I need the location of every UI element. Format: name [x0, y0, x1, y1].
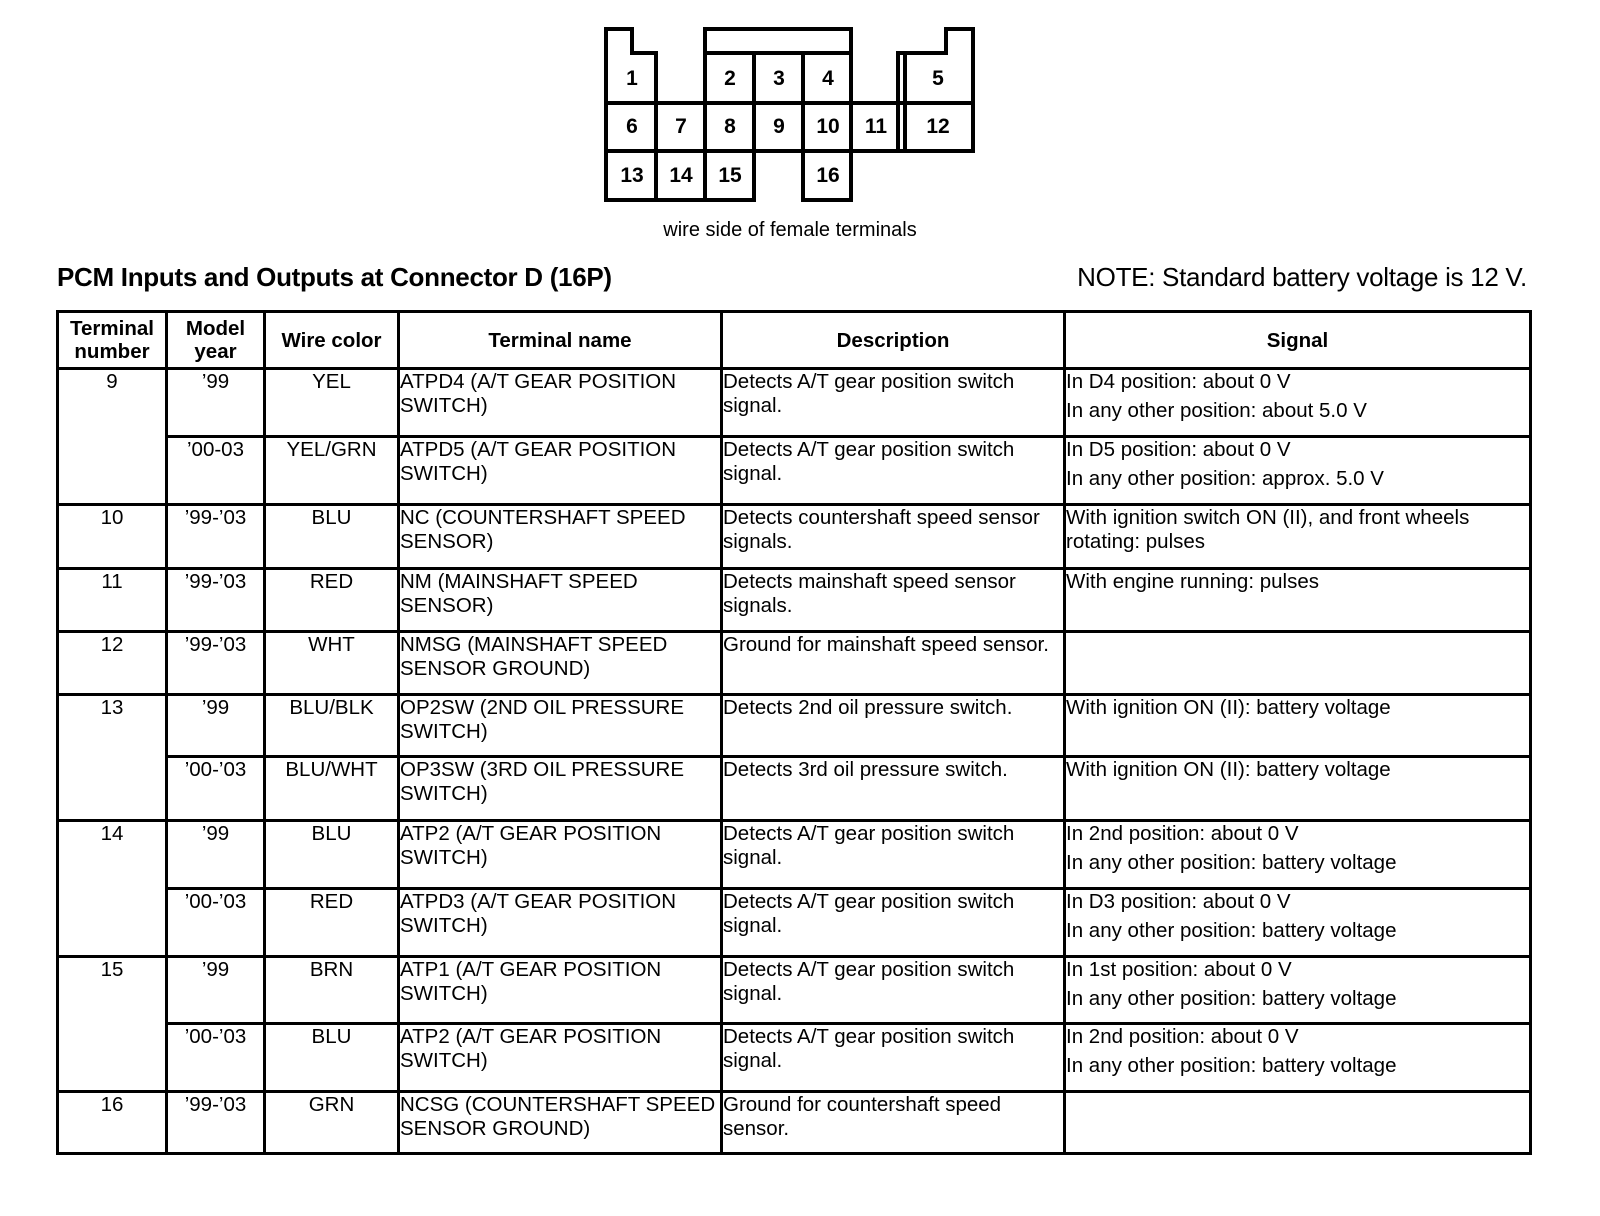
connector-caption: wire side of female terminals	[663, 219, 917, 241]
table-row	[58, 1092, 1531, 1154]
wire-color-cell: BRN	[265, 957, 399, 1024]
pin-8-label: 8	[724, 115, 736, 138]
wire-color-cell: BLU	[265, 1024, 399, 1092]
model-year-cell: ’99	[167, 695, 265, 757]
description-cell: Detects A/T gear position switch signal.	[722, 1024, 1065, 1092]
pin-6-label: 6	[626, 115, 638, 138]
model-year-cell: ’99-’03	[167, 569, 265, 632]
terminal-name-cell: ATPD5 (A/T GEAR POSITION SWITCH)	[399, 437, 722, 505]
signal-cell	[1065, 505, 1531, 569]
terminal-number-cell: 11	[58, 569, 167, 632]
pin-1-label: 1	[626, 67, 638, 90]
model-year-cell: ’00-’03	[167, 1024, 265, 1092]
description-cell: Detects mainshaft speed sensor signals.	[722, 569, 1065, 632]
header-terminal-name: Terminal name	[399, 312, 722, 369]
terminal-name-cell: ATP2 (A/T GEAR POSITION SWITCH)	[399, 821, 722, 889]
pin-10-label: 10	[816, 115, 840, 138]
signal-line: In D5 position: about 0 V	[1066, 438, 1291, 461]
pin-13-label: 13	[620, 164, 644, 187]
wire-color-cell: BLU	[265, 821, 399, 889]
model-year-cell: ’99	[167, 957, 265, 1024]
table-row	[58, 369, 1531, 437]
terminal-number-cell: 9	[58, 369, 167, 505]
terminal-number-cell: 16	[58, 1092, 167, 1154]
signal-line: In D4 position: about 0 V	[1066, 370, 1291, 393]
signal-cell	[1065, 632, 1531, 695]
signal-line: In any other position: battery voltage	[1066, 1054, 1397, 1077]
wire-color-cell: YEL/GRN	[265, 437, 399, 505]
signal-line: In any other position: battery voltage	[1066, 851, 1397, 874]
signal-line: With ignition ON (II): battery voltage	[1066, 696, 1391, 719]
terminal-name-cell: NC (COUNTERSHAFT SPEED SENSOR)	[399, 505, 722, 569]
model-year-cell: ’00-03	[167, 437, 265, 505]
signal-cell	[1065, 957, 1531, 1024]
terminal-name-cell: OP3SW (3RD OIL PRESSURE SWITCH)	[399, 757, 722, 821]
pin-2-label: 2	[724, 67, 736, 90]
header-wire-color: Wire color	[265, 312, 399, 369]
model-year-cell: ’99	[167, 821, 265, 889]
pin-15-label: 15	[718, 164, 742, 187]
pin-16-label: 16	[816, 164, 840, 187]
model-year-cell: ’99-’03	[167, 505, 265, 569]
terminal-name-cell: NMSG (MAINSHAFT SPEED SENSOR GROUND)	[399, 632, 722, 695]
voltage-note: NOTE: Standard battery voltage is 12 V.	[1077, 262, 1527, 292]
terminal-number-cell: 14	[58, 821, 167, 957]
header-terminal-number: Terminal number	[58, 312, 167, 369]
wire-color-cell: BLU	[265, 505, 399, 569]
description-cell: Detects A/T gear position switch signal.	[722, 437, 1065, 505]
table-header-row	[58, 312, 1531, 369]
signal-cell	[1065, 1024, 1531, 1092]
wire-color-cell: BLU/WHT	[265, 757, 399, 821]
model-year-cell: ’99	[167, 369, 265, 437]
terminal-name-cell: ATPD3 (A/T GEAR POSITION SWITCH)	[399, 889, 722, 957]
pin-4-label: 4	[822, 67, 834, 90]
pin-7-label: 7	[675, 115, 687, 138]
signal-cell	[1065, 889, 1531, 957]
signal-line: In any other position: about 5.0 V	[1066, 399, 1367, 422]
terminal-name-cell: OP2SW (2ND OIL PRESSURE SWITCH)	[399, 695, 722, 757]
terminal-number-cell: 15	[58, 957, 167, 1092]
signal-line: With engine running: pulses	[1066, 570, 1319, 593]
signal-line: In 2nd position: about 0 V	[1066, 822, 1299, 845]
signal-cell	[1065, 821, 1531, 889]
header-model-year: Model year	[167, 312, 265, 369]
pin-3-label: 3	[773, 67, 785, 90]
model-year-cell: ’99-’03	[167, 1092, 265, 1154]
header-description: Description	[722, 312, 1065, 369]
table-row	[58, 569, 1531, 632]
pin-5-label: 5	[932, 67, 944, 90]
header-signal: Signal	[1065, 312, 1531, 369]
signal-line: In D3 position: about 0 V	[1066, 890, 1291, 913]
terminal-name-cell: NM (MAINSHAFT SPEED SENSOR)	[399, 569, 722, 632]
table-row	[58, 957, 1531, 1024]
terminal-name-cell: NCSG (COUNTERSHAFT SPEED SENSOR GROUND)	[399, 1092, 722, 1154]
table-row	[58, 437, 1531, 505]
description-cell: Detects A/T gear position switch signal.	[722, 821, 1065, 889]
description-cell: Detects A/T gear position switch signal.	[722, 957, 1065, 1024]
pin-9-label: 9	[773, 115, 785, 138]
signal-cell	[1065, 757, 1531, 821]
wire-color-cell: BLU/BLK	[265, 695, 399, 757]
description-cell: Ground for mainshaft speed sensor.	[722, 632, 1065, 695]
table-row	[58, 505, 1531, 569]
description-cell: Ground for countershaft speed sensor.	[722, 1092, 1065, 1154]
signal-line: In any other position: battery voltage	[1066, 987, 1397, 1010]
signal-line: In 1st position: about 0 V	[1066, 958, 1292, 981]
table-row	[58, 889, 1531, 957]
pin-14-label: 14	[669, 164, 693, 187]
signal-cell	[1065, 695, 1531, 757]
table-row	[58, 695, 1531, 757]
model-year-cell: ’00-’03	[167, 757, 265, 821]
terminal-number-cell: 13	[58, 695, 167, 821]
signal-line: In any other position: battery voltage	[1066, 919, 1397, 942]
terminal-name-cell: ATP2 (A/T GEAR POSITION SWITCH)	[399, 1024, 722, 1092]
table-row	[58, 632, 1531, 695]
signal-cell	[1065, 1092, 1531, 1154]
connector-diagram	[0, 0, 1600, 250]
table-row	[58, 757, 1531, 821]
signal-cell	[1065, 369, 1531, 437]
table-row	[58, 821, 1531, 889]
signal-cell	[1065, 569, 1531, 632]
pin-12-label: 12	[926, 115, 950, 138]
signal-line: With ignition ON (II): battery voltage	[1066, 758, 1391, 781]
description-cell: Detects A/T gear position switch signal.	[722, 889, 1065, 957]
wire-color-cell: WHT	[265, 632, 399, 695]
description-cell: Detects 3rd oil pressure switch.	[722, 757, 1065, 821]
model-year-cell: ’99-’03	[167, 632, 265, 695]
wire-color-cell: YEL	[265, 369, 399, 437]
terminal-number-cell: 12	[58, 632, 167, 695]
model-year-cell: ’00-’03	[167, 889, 265, 957]
wire-color-cell: RED	[265, 889, 399, 957]
pin-11-label: 11	[864, 115, 888, 138]
signal-cell	[1065, 437, 1531, 505]
description-cell: Detects 2nd oil pressure switch.	[722, 695, 1065, 757]
wire-color-cell: RED	[265, 569, 399, 632]
page-title: PCM Inputs and Outputs at Connector D (16P)	[57, 262, 612, 292]
wire-color-cell: GRN	[265, 1092, 399, 1154]
signal-line: In any other position: approx. 5.0 V	[1066, 467, 1384, 490]
terminal-number-cell: 10	[58, 505, 167, 569]
pcm-terminal-table	[56, 310, 1532, 1155]
terminal-name-cell: ATP1 (A/T GEAR POSITION SWITCH)	[399, 957, 722, 1024]
terminal-name-cell: ATPD4 (A/T GEAR POSITION SWITCH)	[399, 369, 722, 437]
description-cell: Detects A/T gear position switch signal.	[722, 369, 1065, 437]
table-row	[58, 1024, 1531, 1092]
signal-line: In 2nd position: about 0 V	[1066, 1025, 1299, 1048]
signal-line: With ignition switch ON (II), and front wheels rotating: pulses	[1066, 506, 1470, 553]
description-cell: Detects countershaft speed sensor signals.	[722, 505, 1065, 569]
